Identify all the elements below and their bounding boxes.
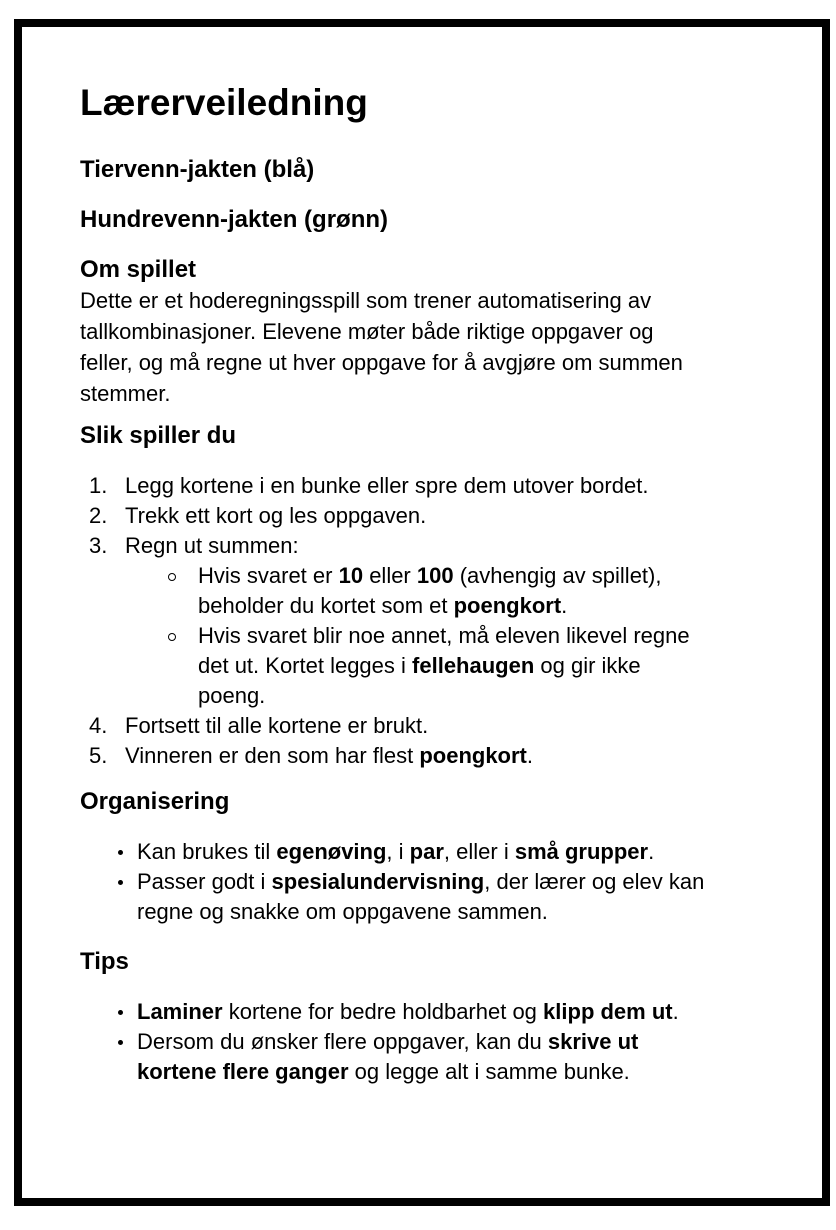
step-number-2: 2.: [89, 503, 108, 528]
document-title: Lærerveiledning: [80, 82, 368, 123]
step-number-5: 5.: [89, 743, 108, 768]
step-text-1: Legg kortene i en bunke eller spre dem utover bordet.: [125, 473, 649, 498]
tips-item-2: Dersom du ønsker flere oppgaver, kan du skrive ut kortene flere ganger og legge alt i samme bunke.: [80, 1027, 804, 1087]
step-text-5: Vinneren er den som har flest poengkort.: [125, 743, 534, 768]
tips-item-1: Laminer kortene for bedre holdbarhet og klipp dem ut.: [80, 997, 804, 1027]
about-paragraph: Dette er et hoderegningsspill som trener automatisering av tallkombinasjoner. Elevene møter både riktige oppgaver og feller, og må regne ut hver oppgave for å avgjøre om summen stemmer.: [80, 288, 683, 406]
step-item-5: [80, 741, 804, 771]
organizing-item-2: Passer godt i spesialundervisning, der lærer og elev kan regne og snakke om oppgavene sammen.: [80, 867, 804, 927]
game-title-blue: Tiervenn-jakten (blå): [80, 156, 315, 183]
section-heading-tips: Tips: [80, 948, 129, 975]
substep-item-2: Hvis svaret blir noe annet, må eleven likevel regne det ut. Kortet legges i fellehaugen og gir ikke poeng.: [125, 621, 804, 711]
tips-list: [80, 997, 804, 1087]
step-number-3: 3.: [89, 533, 108, 558]
document-content: [80, 81, 804, 1106]
section-heading-how-to-play: Slik spiller du: [80, 422, 237, 449]
game-title-green: Hundrevenn-jakten (grønn): [80, 206, 389, 233]
step-3-substeps: [125, 561, 804, 711]
substep-item-1: Hvis svaret er 10 eller 100 (avhengig av spillet), beholder du kortet som et poengkort.: [125, 561, 804, 621]
step-item-1: [80, 471, 804, 501]
step-text-4: Fortsett til alle kortene er brukt.: [125, 713, 429, 738]
how-to-play-steps: [80, 471, 804, 771]
section-heading-about: Om spillet: [80, 256, 197, 283]
section-heading-organizing: Organisering: [80, 788, 230, 815]
step-item-2: [80, 501, 804, 531]
step-number-4: 4.: [89, 713, 108, 738]
step-text-2: Trekk ett kort og les oppgaven.: [125, 503, 427, 528]
step-item-3: [80, 531, 804, 711]
step-item-4: [80, 711, 804, 741]
step-number-1: 1.: [89, 473, 108, 498]
organizing-list: [80, 837, 804, 927]
step-text-3: Regn ut summen:: [125, 533, 299, 558]
organizing-item-1: Kan brukes til egenøving, i par, eller i små grupper.: [80, 837, 804, 867]
